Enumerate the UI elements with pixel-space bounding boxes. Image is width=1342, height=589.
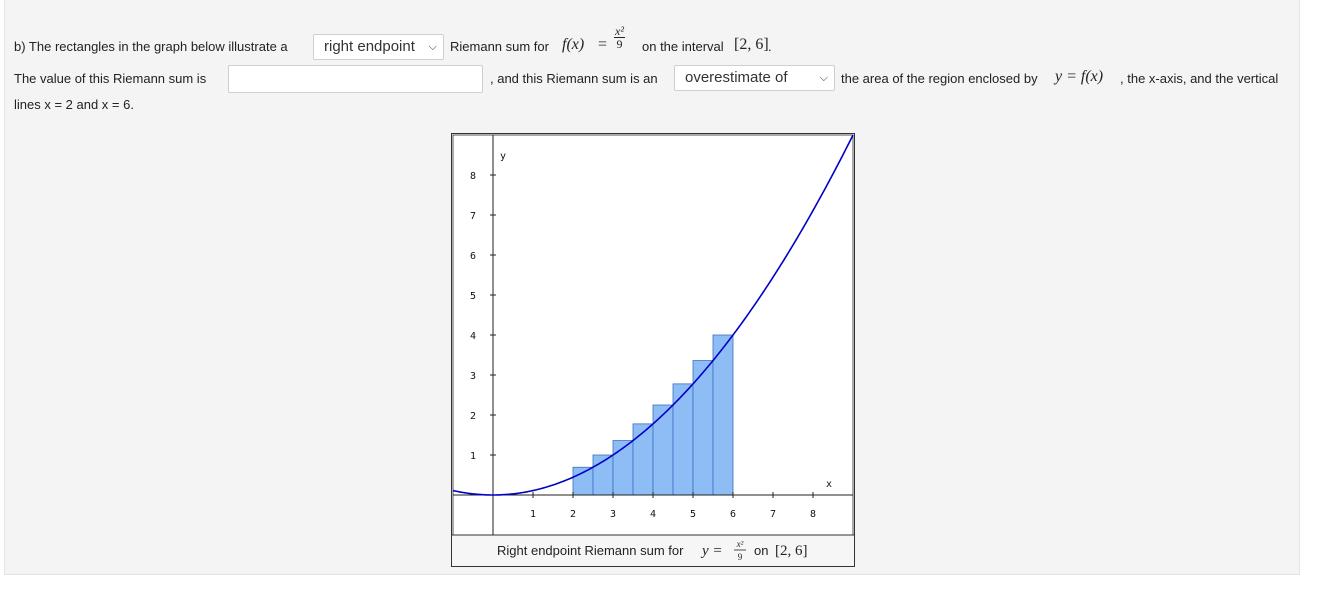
chevron-down-icon: ⌵: [819, 72, 828, 84]
x-tick-label: 3: [609, 509, 617, 520]
riemann-rectangle: [713, 335, 733, 495]
x-tick-label: 7: [769, 509, 777, 520]
riemann-sum-graph: [451, 133, 855, 570]
caption-interval: [2, 6]: [775, 543, 808, 559]
y-tick-label: 4: [469, 331, 477, 342]
part-label: b) The rectangles in the graph below illustrate a: [14, 39, 288, 54]
chevron-down-icon: ⌵: [428, 41, 437, 53]
y-tick-label: 3: [469, 371, 477, 382]
y-tick-label: 7: [469, 211, 477, 222]
line1-period: .: [768, 39, 772, 54]
method-select[interactable]: [313, 34, 444, 60]
y-tick-label: 6: [469, 251, 477, 262]
equals-sign: =: [598, 36, 608, 53]
caption-on: on: [754, 543, 769, 558]
area-text-end: , the x-axis, and the vertical: [1120, 71, 1279, 86]
function-name: f(x): [562, 36, 585, 53]
caption-fraction-numerator: x²: [736, 539, 744, 549]
fraction-numerator: x²: [615, 24, 624, 38]
on-interval-label: on the interval: [642, 39, 724, 54]
riemann-rectangle: [653, 405, 673, 495]
estimate-select-value: overestimate of: [685, 69, 788, 86]
method-select-value: right endpoint: [324, 38, 415, 55]
fraction-denominator: 9: [616, 37, 623, 51]
caption-math: y =: [702, 543, 723, 559]
interval-value: [2, 6]: [734, 36, 769, 53]
x-tick-label: 1: [529, 509, 537, 520]
x-tick-label: 4: [649, 509, 657, 520]
riemann-rectangle: [573, 467, 593, 495]
riemann-sum-answer-input[interactable]: [228, 65, 483, 93]
caption-text: Right endpoint Riemann sum for: [497, 543, 684, 558]
x-tick-label: 6: [729, 509, 737, 520]
x-tick-label: 8: [809, 509, 817, 520]
y-axis-label: y: [499, 151, 507, 162]
y-tick-label: 1: [469, 451, 477, 462]
x-axis-label: x: [825, 479, 833, 490]
area-text-start: the area of the region enclosed by: [841, 71, 1038, 86]
riemann-rectangle: [633, 424, 653, 495]
area-math: y = f(x): [1055, 68, 1104, 85]
riemann-sum-for-label: Riemann sum for: [450, 39, 549, 54]
y-tick-label: 8: [469, 171, 477, 182]
and-text: , and this Riemann sum is an: [490, 71, 658, 86]
riemann-rectangle: [673, 384, 693, 495]
y-tick-label: 5: [469, 291, 477, 302]
function-fraction: [614, 25, 625, 50]
y-tick-label: 2: [469, 411, 477, 422]
vertical-lines-text: lines x = 2 and x = 6.: [14, 97, 134, 112]
chart-svg: [451, 133, 855, 567]
value-label: The value of this Riemann sum is: [14, 71, 207, 86]
x-tick-label: 5: [689, 509, 697, 520]
caption-fraction-denominator: 9: [737, 552, 743, 562]
estimate-select[interactable]: [674, 65, 835, 91]
x-tick-label: 2: [569, 509, 577, 520]
